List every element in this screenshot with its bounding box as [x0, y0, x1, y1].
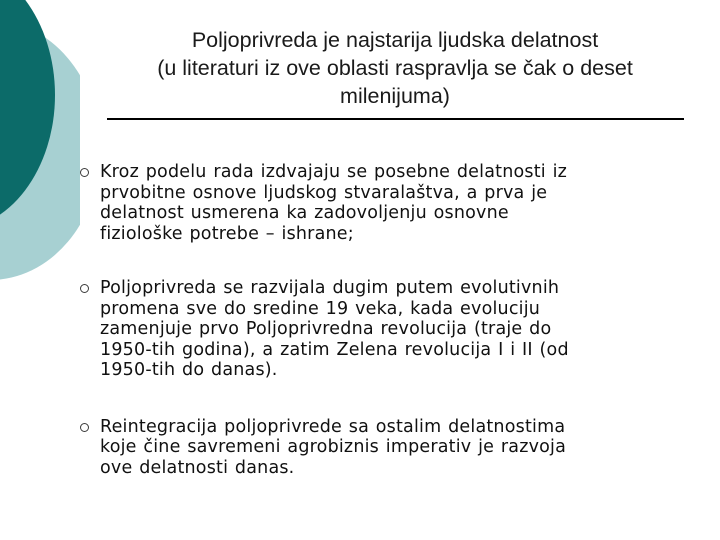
- hollow-circle-bullet-icon: [80, 168, 89, 177]
- slide-title-line: Poljoprivreda je najstarija ljudska delatnost: [191, 28, 599, 52]
- bullet-text-line: Kroz podelu rada izdvajaju se posebne delatnosti iz: [100, 162, 568, 182]
- slide-title-line: milenijuma): [340, 84, 450, 108]
- bullet-list: [78, 162, 678, 512]
- title-divider: [107, 118, 684, 120]
- bullet-text-line: prvobitne osnove ljudskog stvaralaštva, a prva je: [100, 182, 548, 203]
- bullet-text-line: ove delatnosti danas.: [100, 457, 295, 478]
- bullet-text-line: promena sve do sredine 19 veka, kada evoluciju: [100, 298, 541, 319]
- bullet-item: [78, 417, 678, 479]
- hollow-circle-bullet-icon: [80, 284, 89, 293]
- bullet-text-line: fiziološke potrebe – ishrane;: [100, 223, 354, 244]
- bullet-item: [78, 278, 678, 381]
- bullet-text: [100, 162, 678, 244]
- bullet-text-line: 1950-tih godina), a zatim Zelena revolucija I i II (od: [100, 339, 569, 360]
- hollow-circle-bullet-icon: [80, 423, 89, 432]
- slide-title: [110, 26, 680, 110]
- bullet-text: [100, 417, 678, 479]
- bullet-text-line: koje čine savremeni agrobiznis imperativ je razvoja: [100, 437, 567, 457]
- bullet-text-line: 1950-tih do danas).: [100, 360, 278, 380]
- decorative-circles: [0, 0, 80, 300]
- bullet-text: [100, 278, 678, 381]
- slide-title-line: (u literaturi iz ove oblasti raspravlja se čak o deset: [157, 56, 633, 80]
- bullet-text-line: zamenjuje prvo Poljoprivredna revolucija (traje do: [100, 319, 552, 339]
- bullet-text-line: delatnost usmerena ka zadovoljenju osnovne: [100, 203, 509, 223]
- bullet-item: [78, 162, 678, 244]
- bullet-text-line: Poljoprivreda se razvijala dugim putem evolutivnih: [100, 278, 560, 298]
- bullet-text-line: Reintegracija poljoprivrede sa ostalim delatnostima: [100, 416, 566, 437]
